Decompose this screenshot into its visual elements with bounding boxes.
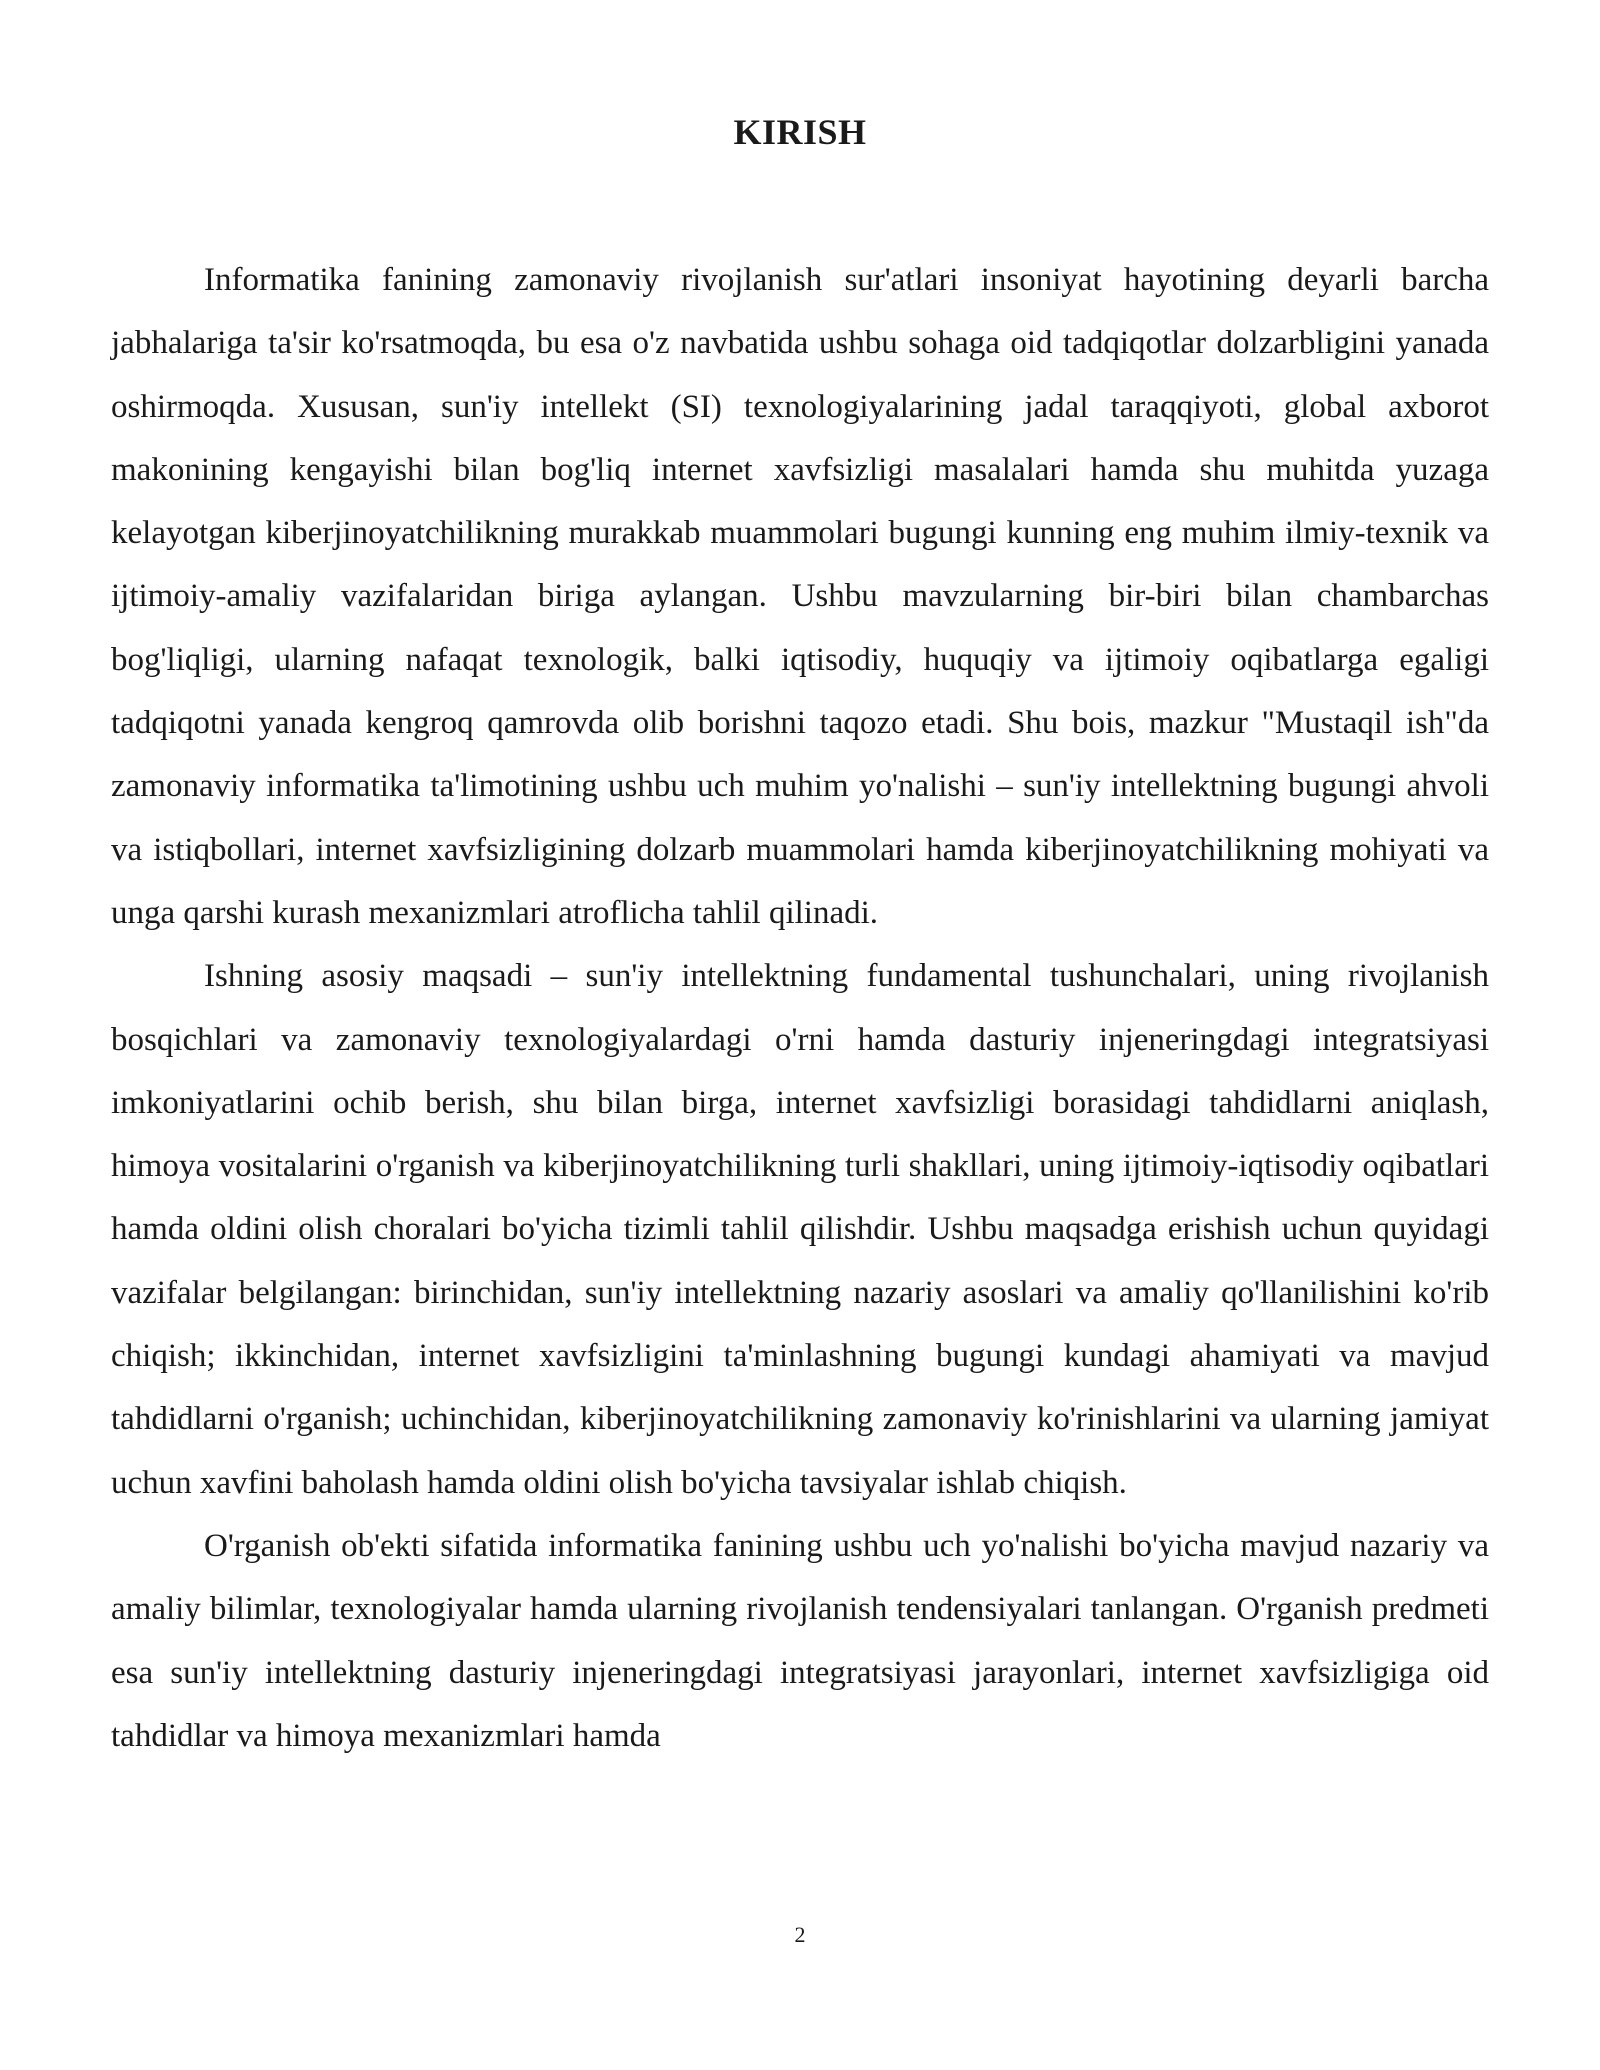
paragraph-2: Ishning asosiy maqsadi – sun'iy intellektning fundamental tushunchalari, uning rivojlanish bosqichlari va zamonaviy texnologiyalardagi o'rni hamda dasturiy injeneringdagi integratsiyasi imkoniyatlarini ochib berish, shu bilan birga, internet xavfsizligi borasidagi tahdidlarni aniqlash, himoya vositalarini o'rganish va kiberjinoyatchilikning turli shakllari, uning ijtimoiy-iqtisodiy oqibatlari hamda oldini olish choralari bo'yicha tizimli tahlil qilishdir. Ushbu maqsadga erishish uchun quyidagi vazifalar belgilangan: birinchidan, sun'iy intellektning nazariy asoslari va amaliy qo'llanilishini ko'rib chiqish; ikkinchidan, internet xavfsizligini ta'minlashning bugungi kundagi ahamiyati va mavjud tahdidlarni o'rganish; uchinchidan, kiberjinoyatchilikning zamonaviy ko'rinishlarini va ularning jamiyat uchun xavfini baholash hamda oldini olish bo'yicha tavsiyalar ishlab chiqish. (111, 958, 1489, 1501)
page-title: KIRISH (733, 112, 867, 152)
page-number: 2 (794, 1922, 806, 1947)
paragraph-1: Informatika fanining zamonaviy rivojlanish sur'atlari insoniyat hayotining deyarli barcha jabhalariga ta'sir ko'rsatmoqda, bu esa o'z navbatida ushbu sohaga oid tadqiqotlar dolzarbligini yanada oshirmoqda. Xususan, sun'iy intellekt (SI) texnologiyalarining jadal taraqqiyoti, global axborot makonining kengayishi bilan bog'liq internet xavfsizligi masalalari hamda shu muhitda yuzaga kelayotgan kiberjinoyatchilikning murakkab muammolari bugungi kunning eng muhim ilmiy-texnik va ijtimoiy-amaliy vazifalaridan biriga aylangan. Ushbu mavzularning bir-biri bilan chambarchas bog'liqligi, ularning nafaqat texnologik, balki iqtisodiy, huquqiy va ijtimoiy oqibatlarga egaligi tadqiqotni yanada kengroq qamrovda olib borishni taqozo etadi. Shu bois, mazkur "Mustaqil ish"da zamonaviy informatika ta'limotining ushbu uch muhim yo'nalishi – sun'iy intellektning bugungi ahvoli va istiqbollari, internet xavfsizligining dolzarb muammolari hamda kiberjinoyatchilikning mohiyati va unga qarshi kurash mexanizmlari atroflicha tahlil qilinadi. (111, 262, 1489, 931)
paragraph-3: O'rganish ob'ekti sifatida informatika fanining ushbu uch yo'nalishi bo'yicha mavjud nazariy va amaliy bilimlar, texnologiyalar hamda ularning rivojlanish tendensiyalari tanlangan. O'rganish predmeti esa sun'iy intellektning dasturiy injeneringdagi integratsiyasi jarayonlari, internet xavfsizligiga oid tahdidlar va himoya mexanizmlari hamda (111, 1527, 1489, 1754)
body-text (111, 249, 1489, 1768)
